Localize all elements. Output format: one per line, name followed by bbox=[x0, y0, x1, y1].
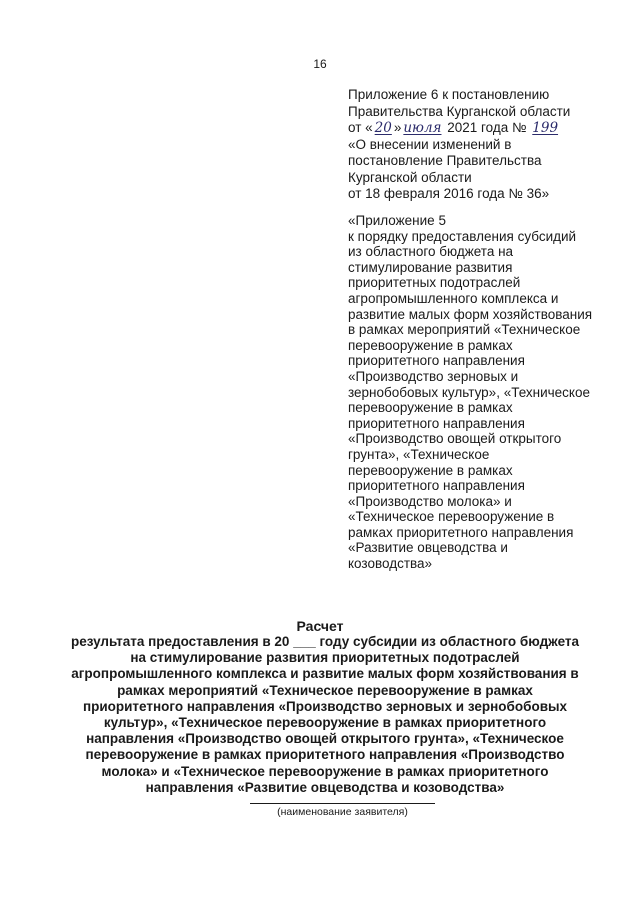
procedure-line: «Приложение 5 bbox=[348, 213, 446, 228]
date-quote: » bbox=[393, 120, 402, 135]
appendix-header-line: Приложение 6 к постановлению bbox=[348, 87, 550, 102]
appendix-header-line: Правительства Курганской области bbox=[348, 103, 571, 119]
procedure-line: рамках приоритетного направления bbox=[348, 524, 574, 540]
appendix-header-line: Курганской области bbox=[348, 169, 472, 185]
procedure-line: приоритетного направления bbox=[348, 478, 525, 494]
procedure-block bbox=[348, 213, 618, 572]
calculation-body bbox=[60, 634, 590, 796]
calculation-line: культур», «Техническое перевооружение в рамках приоритетного bbox=[103, 715, 547, 731]
procedure-line: развитие малых форм хозяйствования bbox=[348, 306, 593, 322]
handwritten-day: 20 bbox=[374, 120, 392, 136]
procedure-line: приоритетного направления bbox=[348, 353, 525, 369]
procedure-line: стимулирование развития bbox=[348, 259, 513, 275]
calculation-line: результата предоставления в 20 ___ году субсидии из областного бюджета bbox=[70, 634, 580, 649]
calculation-title: Расчет bbox=[296, 618, 344, 634]
calculation-line: приоритетного направления «Производство зерновых и зернобобовых bbox=[82, 698, 568, 714]
applicant-name-blank-line bbox=[250, 803, 435, 804]
procedure-line: «Развитие овцеводства и bbox=[348, 540, 508, 556]
appendix-header-date-line bbox=[348, 120, 618, 137]
handwritten-month: июля bbox=[403, 120, 442, 136]
procedure-line: «Производство овощей открытого bbox=[348, 431, 562, 447]
procedure-line: перевооружение в рамках bbox=[348, 400, 513, 416]
calculation-line: направления «Развитие овцеводства и козоводства» bbox=[145, 779, 505, 795]
calculation-line: молока» и «Техническое перевооружение в рамках приоритетного bbox=[101, 763, 549, 779]
date-year-text: 2021 года № bbox=[447, 120, 527, 135]
procedure-line: приоритетного направления bbox=[348, 415, 525, 431]
procedure-line: «Производство зерновых и bbox=[348, 368, 519, 384]
procedure-line: «Производство молока» и bbox=[348, 493, 512, 509]
appendix-header-line: постановление Правительства bbox=[348, 153, 542, 168]
procedure-line: зернобобовых культур», «Техническое bbox=[348, 384, 591, 400]
procedure-line: из областного бюджета на bbox=[348, 244, 514, 260]
page-number: 16 bbox=[313, 57, 327, 71]
calculation-line: направления «Производство овощей открытого грунта», «Техническое bbox=[86, 731, 564, 747]
calculation-line: на стимулирование развития приоритетных подотраслей bbox=[130, 650, 520, 666]
procedure-line: к порядку предоставления субсидий bbox=[348, 228, 577, 244]
appendix-header-line: «О внесении изменений в bbox=[348, 136, 512, 152]
procedure-line: «Техническое перевооружение в bbox=[348, 509, 555, 525]
date-prefix: от « bbox=[348, 120, 373, 135]
calculation-line: перевооружение в рамках приоритетного направления «Производство bbox=[85, 747, 565, 763]
procedure-line: приоритетных подотраслей bbox=[348, 275, 521, 291]
calculation-line: рамках мероприятий «Техническое перевооружение в рамках bbox=[117, 682, 533, 698]
procedure-line: козоводства» bbox=[348, 556, 433, 572]
procedure-line: грунта», «Техническое bbox=[348, 446, 490, 462]
procedure-line: перевооружение в рамках bbox=[348, 337, 513, 353]
calculation-line: агропромышленного комплекса и развитие малых форм хозяйствования в bbox=[71, 666, 579, 682]
applicant-name-caption: (наименование заявителя) bbox=[277, 806, 408, 818]
procedure-line: перевооружение в рамках bbox=[348, 462, 513, 478]
handwritten-number: 199 bbox=[532, 120, 559, 136]
appendix-header-line: от 18 февраля 2016 года № 36» bbox=[348, 186, 550, 201]
appendix-header bbox=[348, 87, 618, 203]
procedure-line: агропромышленного комплекса и bbox=[348, 290, 559, 306]
procedure-line: в рамках мероприятий «Техническое bbox=[348, 322, 581, 338]
